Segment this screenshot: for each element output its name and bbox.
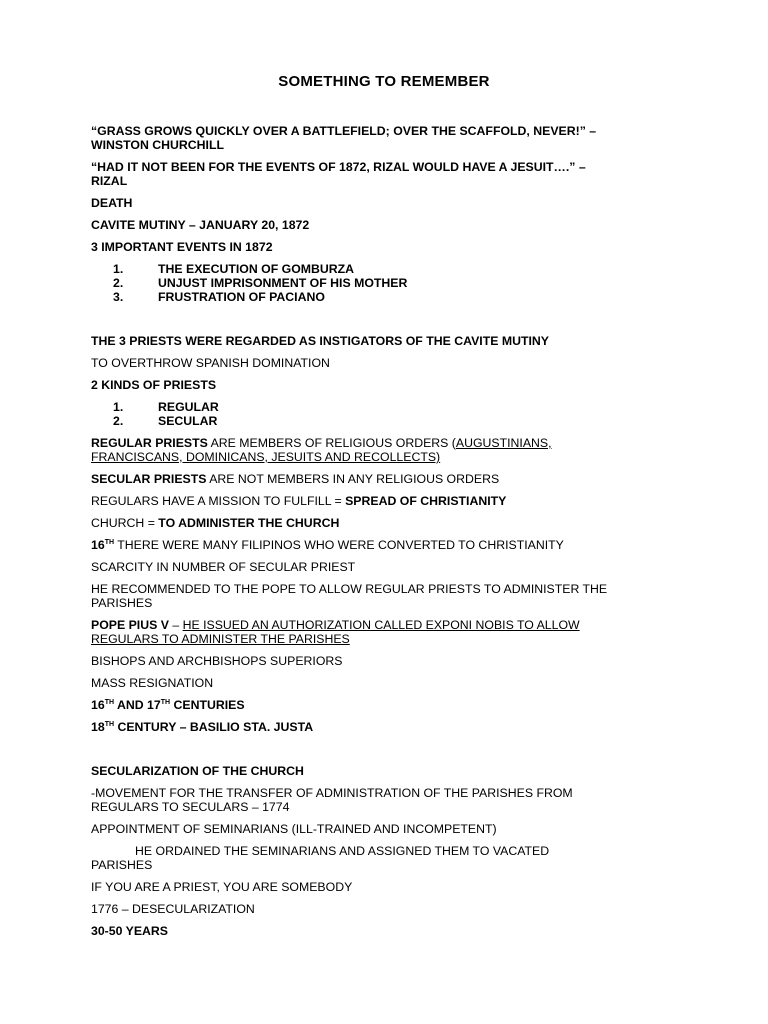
page-title: SOMETHING TO REMEMBER <box>278 73 490 90</box>
centuries-line <box>91 698 681 712</box>
eighteenth-num: 18 <box>91 720 105 734</box>
church-text: CHURCH = <box>91 516 159 530</box>
church-bold: TO ADMINISTER THE CHURCH <box>158 516 340 530</box>
centuries-num-1: 16 <box>91 698 105 712</box>
eighteenth-sup: TH <box>104 721 115 728</box>
eighteenth-century-line <box>91 720 681 734</box>
event-item-text: THE EXECUTION OF GOMBURZA <box>158 262 355 276</box>
regulars-mission-line <box>91 494 681 508</box>
regular-priests-orders-1: AUGUSTINIANS, <box>455 436 552 450</box>
centuries-mid: AND 17 <box>114 698 161 712</box>
centuries-sup-2: TH <box>160 699 171 706</box>
death-heading: DEATH <box>91 196 133 210</box>
rizal-quote-line-2: RIZAL <box>91 174 128 188</box>
centuries-end: CENTURIES <box>170 698 245 712</box>
recommended-line-1: HE RECOMMENDED TO THE POPE TO ALLOW REGULAR PRIESTS TO ADMINISTER THE <box>91 582 608 596</box>
cavite-mutiny-heading: CAVITE MUTINY – JANUARY 20, 1872 <box>91 218 310 232</box>
centuries-sup-1: TH <box>104 699 115 706</box>
regular-priests-definition: ARE MEMBERS OF RELIGIOUS ORDERS ( <box>207 436 456 450</box>
churchill-quote-line-2: WINSTON CHURCHILL <box>91 138 224 152</box>
event-item-text: FRUSTRATION OF PACIANO <box>158 290 325 304</box>
movement-line-1: -MOVEMENT FOR THE TRANSFER OF ADMINISTRATION OF THE PARISHES FROM <box>91 786 573 800</box>
churchill-quote-line-1: “GRASS GROWS QUICKLY OVER A BATTLEFIELD; OVER THE SCAFFOLD, NEVER!” – <box>91 124 597 138</box>
secularization-heading: SECULARIZATION OF THE CHURCH <box>91 764 304 778</box>
overthrow-text: TO OVERTHROW SPANISH DOMINATION <box>91 356 330 370</box>
secular-priests-term: SECULAR PRIESTS <box>91 472 207 486</box>
event-item-text: UNJUST IMPRISONMENT OF HIS MOTHER <box>158 276 408 290</box>
regulars-mission-text: REGULARS HAVE A MISSION TO FULFILL = <box>91 494 346 508</box>
pope-authorization-2: REGULARS TO ADMINISTER THE PARISHES <box>91 632 350 646</box>
desecularization-text: 1776 – DESECULARIZATION <box>91 902 255 916</box>
appointment-text: APPOINTMENT OF SEMINARIANS (ILL-TRAINED AND INCOMPETENT) <box>91 822 497 836</box>
sixteenth-text: THERE WERE MANY FILIPINOS WHO WERE CONVERTED TO CHRISTIANITY <box>114 538 564 552</box>
event-item <box>113 276 407 290</box>
movement-line-2: REGULARS TO SECULARS – 1774 <box>91 800 290 814</box>
church-line <box>91 516 681 530</box>
kind-item-number: 2. <box>113 414 124 428</box>
sixteenth-num: 16 <box>91 538 105 552</box>
regulars-mission-bold: SPREAD OF CHRISTIANITY <box>345 494 507 508</box>
eighteenth-text: CENTURY – BASILIO STA. JUSTA <box>114 720 314 734</box>
event-item-number: 2. <box>113 276 124 290</box>
scarcity-text: SCARCITY IN NUMBER OF SECULAR PRIEST <box>91 560 356 574</box>
ordained-line-1: HE ORDAINED THE SEMINARIANS AND ASSIGNED THEM TO VACATED <box>135 844 550 858</box>
regular-priests-term: REGULAR PRIESTS <box>91 436 208 450</box>
rizal-quote-line-1: “HAD IT NOT BEEN FOR THE EVENTS OF 1872, RIZAL WOULD HAVE A JESUIT….” – <box>91 160 586 174</box>
secular-priests-definition: ARE NOT MEMBERS IN ANY RELIGIOUS ORDERS <box>206 472 500 486</box>
event-item <box>113 290 325 304</box>
pope-line-1 <box>91 618 681 632</box>
priest-somebody-text: IF YOU ARE A PRIEST, YOU ARE SOMEBODY <box>91 880 353 894</box>
events-heading: 3 IMPORTANT EVENTS IN 1872 <box>91 240 273 254</box>
regular-priests-orders-2: FRANCISCANS, DOMINICANS, JESUITS AND RECOLLECTS) <box>91 450 441 464</box>
priests-instigators-heading: THE 3 PRIESTS WERE REGARDED AS INSTIGATORS OF THE CAVITE MUTINY <box>91 334 549 348</box>
bishops-text: BISHOPS AND ARCHBISHOPS SUPERIORS <box>91 654 343 668</box>
sixteenth-century-line <box>91 538 681 552</box>
ordained-line-2: PARISHES <box>91 858 153 872</box>
sixteenth-sup: TH <box>104 539 115 546</box>
pope-dash: – <box>168 618 183 632</box>
kind-item <box>113 400 219 414</box>
event-item-number: 3. <box>113 290 124 304</box>
kind-item-text: REGULAR <box>158 400 219 414</box>
event-item-number: 1. <box>113 262 124 276</box>
kind-item <box>113 414 217 428</box>
pope-authorization-1: HE ISSUED AN AUTHORIZATION CALLED EXPONI NOBIS TO ALLOW <box>182 618 580 632</box>
regular-priests-line-1 <box>91 436 681 450</box>
years-text: 30-50 YEARS <box>91 924 169 938</box>
secular-priests-line <box>91 472 681 486</box>
kind-item-number: 1. <box>113 400 124 414</box>
recommended-line-2: PARISHES <box>91 596 153 610</box>
pope-name: POPE PIUS V <box>91 618 169 632</box>
event-item <box>113 262 354 276</box>
kind-item-text: SECULAR <box>158 414 218 428</box>
mass-resignation-text: MASS RESIGNATION <box>91 676 214 690</box>
kinds-heading: 2 KINDS OF PRIESTS <box>91 378 217 392</box>
